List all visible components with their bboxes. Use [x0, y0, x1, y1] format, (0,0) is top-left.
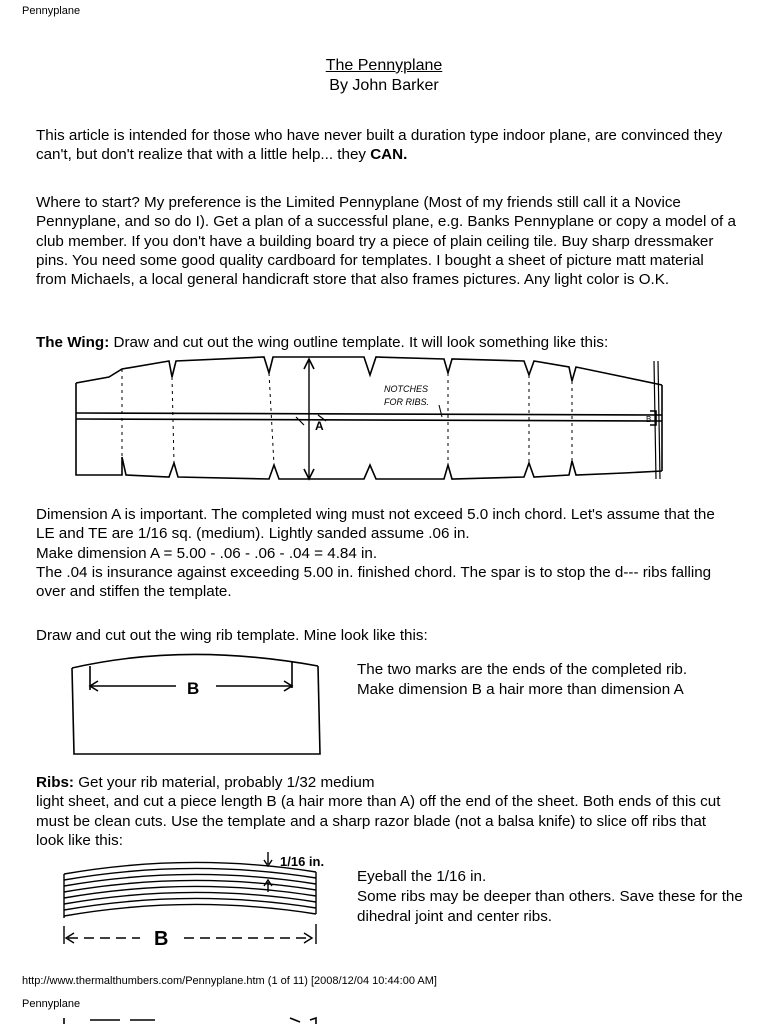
article-title: The Pennyplane	[325, 57, 443, 74]
running-header: Pennyplane	[22, 5, 81, 17]
dimension-paragraph: Dimension A is important. The completed wing must not exceed 5.0 inch chord. Let's assume that the LE and TE are 1/16 sq. (medium). Lightly sanded assume .06 in. Make dimension A = 5.00 - .06 - .06 - .04 = 4.84 in. The .04 is insurance against exceeding 5.00 in. finished chord. The spar is to stop the d--- ribs falling over and stiffen the template.	[36, 506, 715, 601]
ribs-paragraph: Ribs: Get your rib material, probably 1/32 medium light sheet, and cut a piece length B (a hair more than A) off the end of the sheet. Both ends of this cut must be clean cuts. Use the template and a sharp razor blade (not a balsa knife) to slice off ribs that look like this:	[36, 774, 721, 849]
rib-template-note: The two marks are the ends of the completed rib. Make dimension B a hair more than dimension A	[357, 661, 688, 698]
rib-template-figure	[66, 648, 326, 758]
next-page-running-header: Pennyplane	[22, 998, 81, 1010]
next-page-figure-fragment	[60, 1016, 340, 1026]
sliced-ribs-thickness-label: 1/16 in.	[280, 854, 325, 869]
wing-notches-label: NOTCHES	[384, 384, 429, 394]
sliced-ribs-note: Eyeball the 1/16 in. Some ribs may be deeper than others. Save these for the dihedral joint and center ribs.	[357, 868, 743, 925]
rib-template-b-label: B	[187, 679, 200, 698]
wing-end-view-b-label: B	[646, 415, 652, 424]
article-author: By John Barker	[329, 77, 439, 94]
sliced-ribs-b-label: B	[154, 928, 169, 950]
sliced-ribs-figure	[60, 848, 350, 948]
wing-dimension-a-label: A	[315, 419, 324, 433]
wing-paragraph: The Wing: Draw and cut out the wing outline template. It will look something like this:	[36, 334, 609, 351]
rib-template-paragraph: Draw and cut out the wing rib template. Mine look like this:	[36, 627, 428, 644]
wing-outline-figure	[64, 355, 704, 485]
wing-ribs-label: FOR RIBS.	[384, 397, 430, 407]
intro-paragraph: This article is intended for those who have never built a duration type indoor plane, are convinced they can't, but don't realize that with a little help... they CAN.	[36, 127, 723, 164]
where-to-start-paragraph: Where to start? My preference is the Limited Pennyplane (Most of my friends still call it a Novice Pennyplane, and so do I). Get a plan of a successful plane, e.g. Banks Pennyplane or copy a model of a club member. If you don't have a building board try a piece of plain ceiling tile. Buy sharp dressmaker pins. You need some good quality cardboard for templates. I bought a sheet of picture matt material from Michaels, a local general handicraft store that also frames pictures. Any light color is O.K.	[36, 194, 736, 289]
footer-url: http://www.thermalthumbers.com/Pennyplane.htm (1 of 11) [2008/12/04 10:44:00 AM]	[22, 975, 437, 987]
